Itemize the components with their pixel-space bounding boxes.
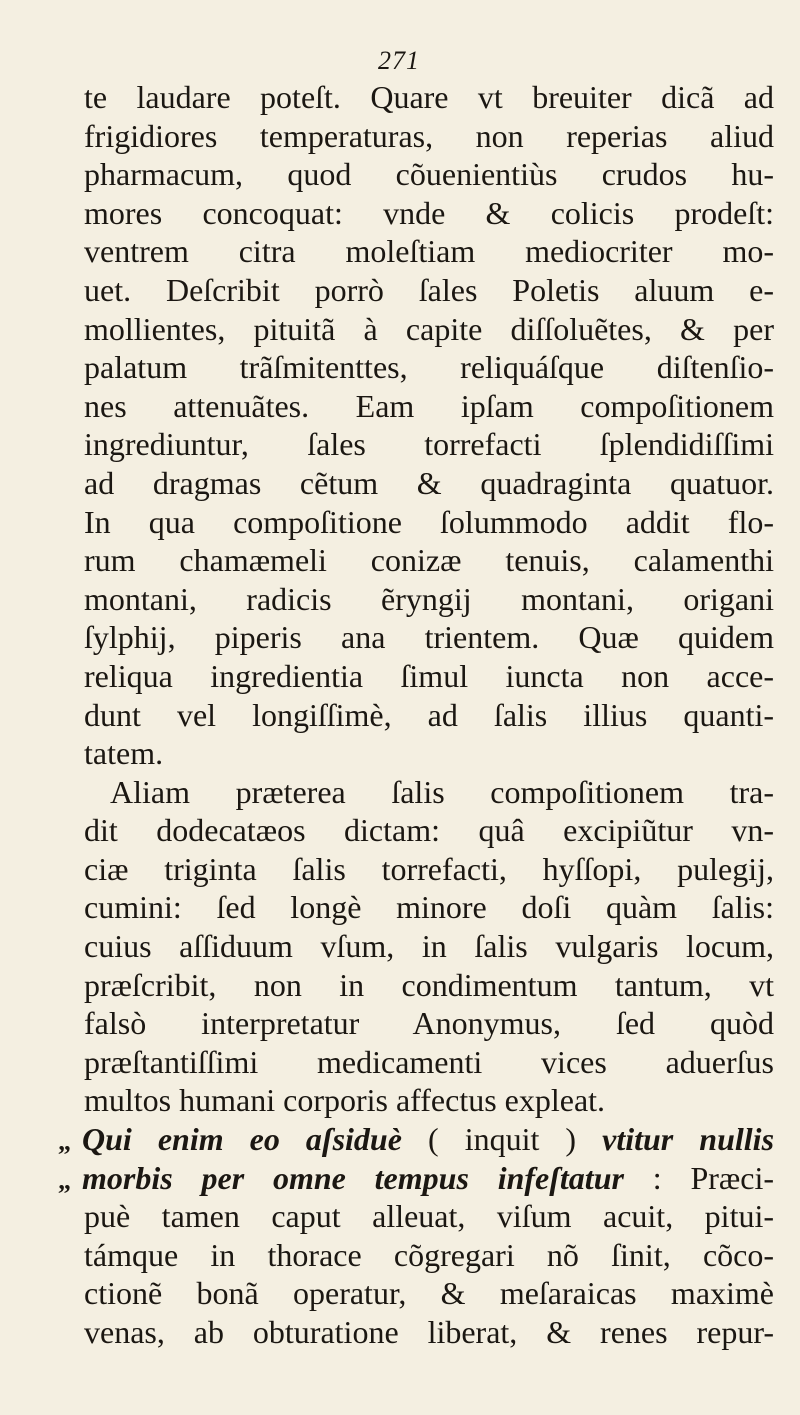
text-line: ingrediuntur, ſales torrefacti ſplendidiſſimi [84,426,774,463]
text-line: montani, radicis ẽryngij montani, origani [84,580,774,617]
quote-mark: „ [58,1127,71,1157]
text-line: reliqua ingredientia ſimul iuncta non acce- [84,657,774,694]
text-line: præſcribit, non in condimentum tantum, vt [84,966,774,1003]
text-line: frigidiores temperaturas, non reperias aliud [84,117,774,154]
text-line: uet. Deſcribit porrò ſales Poletis aluum e- [84,271,774,308]
text-line: dunt vel longiſſimè, ad ſalis illius quanti- [84,696,774,733]
text-line: pharmacum, quod cõuenientiùs crudos hu- [84,156,774,193]
text-line: ventrem citra moleſtiam mediocriter mo- [84,233,774,270]
text-line: ſylphij, piperis ana trientem. Quæ quidem [84,619,774,656]
text-line: te laudare poteſt. Quare vt breuiter dicã ad [84,79,774,115]
text-line: puè tamen caput alleuat, viſum acuit, pitui- [84,1198,774,1235]
quoted-line [58,1120,775,1159]
text-line: præſtantiſſimi medicamenti vices aduerſus [84,1043,774,1080]
text-line: cuius aſſiduum vſum, in ſalis vulgaris locum, [84,928,774,965]
text-line: Aliam præterea ſalis compoſitionem tra- [110,773,774,810]
text-line: ad dragmas cẽtum & quadraginta quatuor. [84,464,774,501]
page-number: 271 [378,46,420,75]
quoted-italic-text: morbis per omne tempus infeſtatur [82,1159,624,1196]
text-line: ciæ triginta ſalis torrefacti, hyſſopi, pulegij, [84,850,774,887]
quoted-italic-text: Qui enim eo aſsiduè [82,1121,402,1158]
quoted-roman-text: ( inquit ) [401,1121,603,1158]
quote-mark: „ [58,1165,71,1195]
text-line: cumini: ſed longè minore doſi quàm ſalis: [84,889,774,926]
text-line: venas, ab obturatione liberat, & renes repur- [84,1314,774,1350]
quoted-roman-text: : Præci- [623,1159,775,1196]
text-line: nes attenuãtes. Eam ipſam compoſitionem [84,387,774,424]
text-line: In qua compoſitione ſolummodo addit flo- [84,503,774,540]
text-line: mores concoquat: vnde & colicis prodeſt: [84,194,774,231]
text-line: mollientes, pituitã à capite diſſoluẽtes, & per [84,310,774,347]
text-line: palatum trãſmitenttes, reliquáſque diſtenſio- [84,349,774,386]
text-line: ctionẽ bonã operatur, & meſaraicas maximè [84,1275,774,1312]
text-line: dit dodecatæos dictam: quâ excipiũtur vn- [84,812,774,849]
text-line: támque in thorace cõgregari nõ ſinit, cõco- [84,1236,774,1273]
quoted-italic-text: vtitur nullis [602,1121,775,1158]
text-line: multos humani corporis affectus expleat. [84,1082,606,1119]
text-line: falsò interpretatur Anonymus, ſed quòd [84,1005,774,1042]
text-line: rum chamæmeli conizæ tenuis, calamenthi [84,542,774,579]
quoted-line [58,1159,775,1198]
body-text [58,78,775,1352]
text-line: tatem. [84,735,164,772]
